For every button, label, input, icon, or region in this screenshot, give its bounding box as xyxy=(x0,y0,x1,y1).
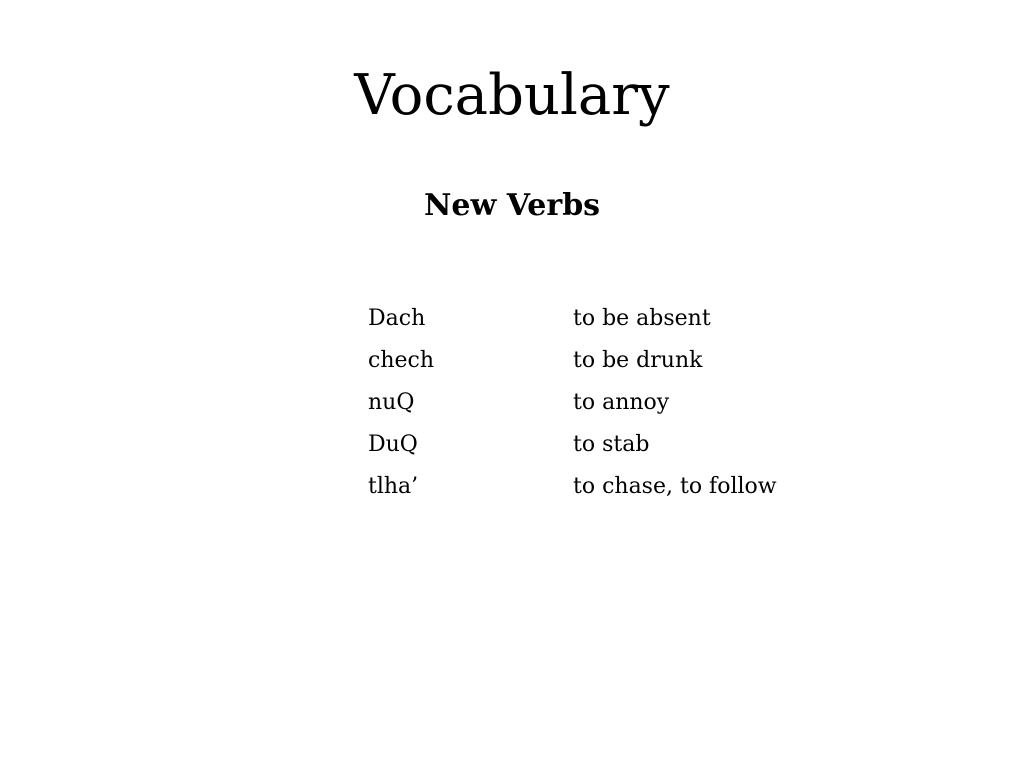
vocabulary-meaning: to stab xyxy=(573,432,650,457)
slide-title: Vocabulary xyxy=(354,63,670,128)
vocabulary-word: nuQ xyxy=(368,390,415,415)
vocabulary-row xyxy=(368,386,838,428)
vocabulary-word: tlha’ xyxy=(368,474,419,499)
slide-subtitle: New Verbs xyxy=(424,188,601,223)
vocabulary-word: Dach xyxy=(368,306,426,331)
vocabulary-meaning: to annoy xyxy=(573,390,670,415)
vocabulary-word: DuQ xyxy=(368,432,418,457)
vocabulary-list xyxy=(368,302,838,512)
vocabulary-word: chech xyxy=(368,348,434,373)
vocabulary-row xyxy=(368,344,838,386)
vocabulary-meaning: to chase, to follow xyxy=(573,474,777,499)
vocabulary-row xyxy=(368,302,838,344)
vocabulary-row xyxy=(368,428,838,470)
vocabulary-meaning: to be drunk xyxy=(573,348,703,373)
vocabulary-meaning: to be absent xyxy=(573,306,711,331)
vocabulary-row xyxy=(368,470,838,512)
